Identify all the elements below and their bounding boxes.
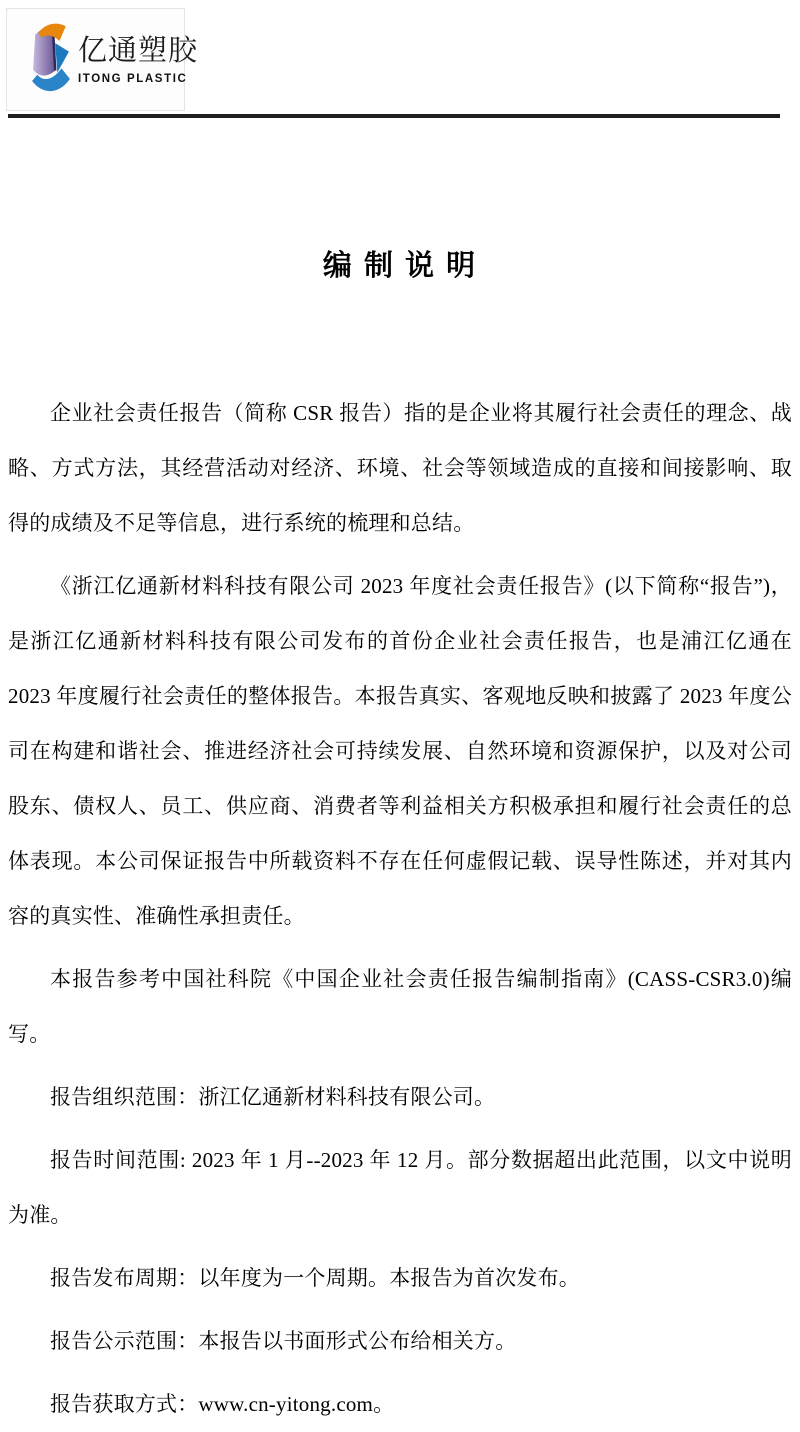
page-title: 编 制 说 明 — [322, 250, 478, 282]
body-paragraph-intro: 企业社会责任报告（简称 CSR 报告）指的是企业将其履行社会责任的理念、战略、方式方法，其经营活动对经济、环境、社会等领域造成的直接和间接影响、取得的成绩及不足等信息，进行系统的梳理和总结。 — [8, 401, 792, 535]
body-paragraph-report-overview: 《浙江亿通新材料科技有限公司 2023 年度社会责任报告》(以下简称“报告”)，是浙江亿通新材料科技有限公司发布的首份企业社会责任报告，也是浦江亿通在 2023 年度履行社会责任的整体报告。本报告真实、客观地反映和披露了 2023 年度公司在构建和谐社会、推进经济社会可持续发展、自然环境和资源保护，以及对公司股东、债权人、员工、供应商、消费者等利益相关方积极承担和履行社会责任的总体表现。本公司保证报告中所载资料不存在任何虚假记载、误导性陈述，并对其内容的真实性、准确性承担责任。 — [8, 574, 792, 928]
body-paragraph-org-scope: 报告组织范围：浙江亿通新材料科技有限公司。 — [50, 1085, 496, 1109]
logo-text — [78, 34, 198, 85]
body-paragraph-release-cycle: 报告发布周期：以年度为一个周期。本报告为首次发布。 — [50, 1266, 580, 1290]
logo-company-name-cn: 亿通塑胶 — [78, 35, 199, 67]
logo-mark-icon — [31, 21, 71, 99]
header-divider — [8, 114, 780, 118]
body-paragraph-access-method: 报告获取方式：www.cn-yitong.com。 — [50, 1392, 395, 1416]
body-paragraph-publicity-scope: 报告公示范围：本报告以书面形式公布给相关方。 — [50, 1329, 517, 1353]
document-body — [8, 386, 792, 1432]
logo-company-name-en: ITONG PLASTIC — [78, 73, 188, 85]
company-logo — [6, 8, 199, 111]
body-paragraph-time-scope: 报告时间范围: 2023 年 1 月--2023 年 12 月。部分数据超出此范围，以文中说明为准。 — [8, 1148, 792, 1227]
page-header — [0, 0, 800, 118]
body-paragraph-reference-standard: 本报告参考中国社科院《中国企业社会责任报告编制指南》(CASS-CSR3.0)编写。 — [8, 967, 792, 1046]
